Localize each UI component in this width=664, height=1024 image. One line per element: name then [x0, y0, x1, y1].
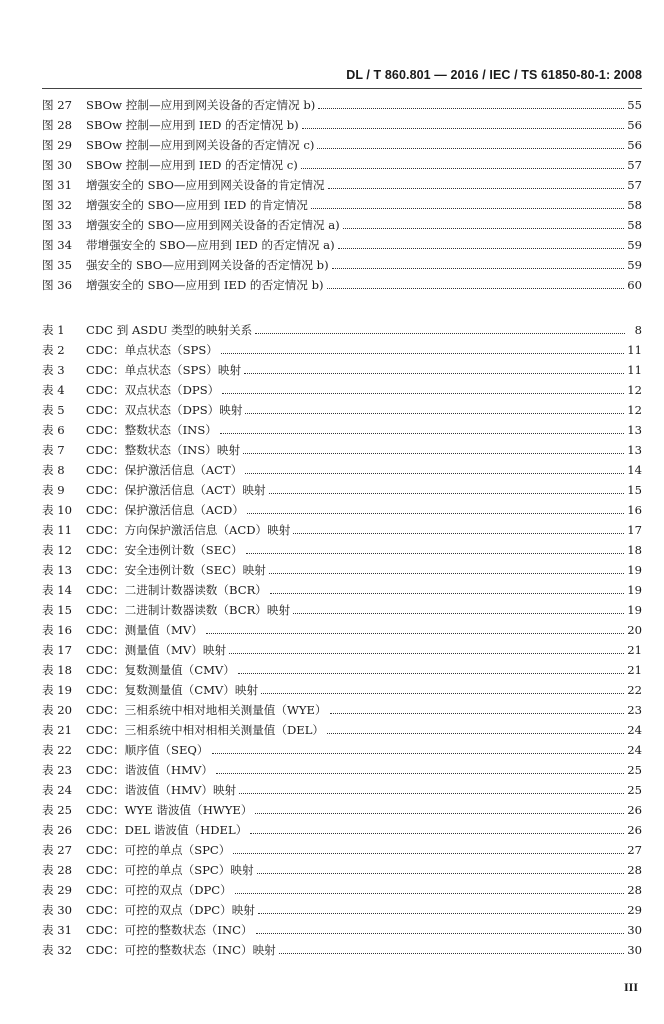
entry-title: CDC：可控的单点（SPC）映射 — [86, 863, 254, 877]
entry-title: SBOw 控制—应用到 IED 的否定情况 c) — [86, 158, 298, 172]
entry-label: 表 18 — [42, 663, 73, 677]
entry-title: CDC：可控的整数状态（INC） — [86, 923, 253, 937]
document-header: DL / T 860.801 — 2016 / IEC / TS 61850-80-1: 2008 — [346, 68, 642, 82]
entry-title: CDC：方向保护激活信息（ACD）映射 — [86, 523, 291, 537]
dot-leader — [255, 813, 624, 814]
entry-page-number: 27 — [627, 843, 642, 857]
entry-label: 表 24 — [42, 783, 73, 797]
entry-title: CDC：复数测量值（CMV） — [86, 663, 235, 677]
toc-entry[interactable] — [42, 460, 642, 480]
dot-leader — [279, 953, 624, 954]
toc-entry[interactable] — [42, 520, 642, 540]
entry-label: 表 3 — [42, 363, 65, 377]
entry-title: CDC：可控的单点（SPC） — [86, 843, 231, 857]
toc-entry[interactable] — [42, 700, 642, 720]
dot-leader — [328, 188, 625, 189]
toc-entry[interactable] — [42, 255, 642, 275]
toc-entry[interactable] — [42, 175, 642, 195]
entry-page-number: 57 — [627, 158, 642, 172]
entry-page-number: 26 — [627, 823, 642, 837]
toc-entry[interactable] — [42, 215, 642, 235]
entry-title: CDC：单点状态（SPS） — [86, 343, 218, 357]
entry-title: CDC：双点状态（DPS）映射 — [86, 403, 243, 417]
dot-leader — [246, 553, 625, 554]
entry-page-number: 20 — [627, 623, 642, 637]
entry-label: 表 9 — [42, 483, 65, 497]
toc-entry[interactable] — [42, 900, 642, 920]
dot-leader — [229, 653, 624, 654]
entry-title: SBOw 控制—应用到网关设备的否定情况 b) — [86, 98, 316, 112]
toc-entry[interactable] — [42, 940, 642, 960]
toc-entry[interactable] — [42, 380, 642, 400]
entry-page-number: 25 — [627, 783, 642, 797]
entry-page-number: 16 — [627, 503, 642, 517]
header-rule — [42, 88, 642, 89]
dot-leader — [239, 793, 624, 794]
entry-label: 表 11 — [42, 523, 73, 537]
dot-leader — [302, 128, 625, 129]
dot-leader — [301, 168, 625, 169]
toc-entry[interactable] — [42, 95, 642, 115]
entry-label: 表 2 — [42, 343, 65, 357]
entry-label: 表 26 — [42, 823, 73, 837]
entry-page-number: 60 — [627, 278, 642, 292]
toc-entry[interactable] — [42, 135, 642, 155]
entry-label: 图 28 — [42, 118, 73, 132]
entry-title: CDC：保护激活信息（ACT）映射 — [86, 483, 266, 497]
toc-entry[interactable] — [42, 800, 642, 820]
toc-entry[interactable] — [42, 880, 642, 900]
entry-title: CDC：WYE 谐波值（HWYE） — [86, 803, 253, 817]
dot-leader — [233, 853, 624, 854]
entry-page-number: 21 — [627, 663, 642, 677]
dot-leader — [327, 733, 624, 734]
entry-label: 表 16 — [42, 623, 73, 637]
dot-leader — [270, 593, 624, 594]
toc-entry[interactable] — [42, 195, 642, 215]
entry-label: 表 25 — [42, 803, 73, 817]
entry-page-number: 30 — [627, 923, 642, 937]
entry-title: CDC：安全违例计数（SEC）映射 — [86, 563, 266, 577]
entry-title: CDC：保护激活信息（ACD） — [86, 503, 244, 517]
entry-title: CDC：安全违例计数（SEC） — [86, 543, 243, 557]
entry-title: CDC：二进制计数器读数（BCR）映射 — [86, 603, 291, 617]
toc-entry[interactable] — [42, 740, 642, 760]
entry-page-number: 23 — [627, 703, 642, 717]
entry-label: 表 15 — [42, 603, 73, 617]
dot-leader — [261, 693, 624, 694]
dot-leader — [222, 393, 624, 394]
toc-entry[interactable] — [42, 155, 642, 175]
dot-leader — [244, 373, 624, 374]
entry-title: CDC：复数测量值（CMV）映射 — [86, 683, 259, 697]
entry-label: 图 29 — [42, 138, 73, 152]
entry-title: 带增强安全的 SBO—应用到 IED 的否定情况 a) — [86, 238, 335, 252]
entry-label: 图 30 — [42, 158, 73, 172]
toc-entry[interactable] — [42, 275, 642, 295]
entry-label: 图 32 — [42, 198, 73, 212]
entry-page-number: 11 — [627, 363, 642, 377]
entry-title: SBOw 控制—应用到 IED 的否定情况 b) — [86, 118, 299, 132]
entry-title: 增强安全的 SBO—应用到 IED 的肯定情况 — [86, 198, 308, 212]
page-number: III — [623, 980, 638, 994]
entry-title: CDC：谐波值（HMV）映射 — [86, 783, 237, 797]
dot-leader — [318, 108, 624, 109]
entry-title: CDC：测量值（MV） — [86, 623, 203, 637]
dot-leader — [338, 248, 625, 249]
entry-page-number: 56 — [627, 138, 642, 152]
toc-entry[interactable] — [42, 840, 642, 860]
entry-page-number: 55 — [627, 98, 642, 112]
toc-entry[interactable] — [42, 320, 642, 340]
entry-title: CDC：测量值（MV）映射 — [86, 643, 227, 657]
toc-entry[interactable] — [42, 640, 642, 660]
dot-leader — [238, 673, 624, 674]
dot-leader — [245, 413, 624, 414]
figure-list — [42, 95, 642, 295]
entry-page-number: 12 — [627, 383, 642, 397]
entry-page-number: 58 — [627, 218, 642, 232]
dot-leader — [221, 353, 624, 354]
entry-page-number: 21 — [627, 643, 642, 657]
entry-page-number: 18 — [627, 543, 642, 557]
toc-entry[interactable] — [42, 480, 642, 500]
entry-page-number: 59 — [627, 258, 642, 272]
entry-title: CDC：双点状态（DPS） — [86, 383, 220, 397]
dot-leader — [216, 773, 624, 774]
entry-label: 表 32 — [42, 943, 73, 957]
entry-label: 表 10 — [42, 503, 73, 517]
dot-leader — [212, 753, 625, 754]
toc-entry[interactable] — [42, 760, 642, 780]
entry-page-number: 19 — [627, 563, 642, 577]
toc-entry[interactable] — [42, 560, 642, 580]
entry-title: CDC：三相系统中相对地相关测量值（WYE） — [86, 703, 327, 717]
entry-label: 表 7 — [42, 443, 65, 457]
entry-page-number: 30 — [627, 943, 642, 957]
entry-label: 表 12 — [42, 543, 73, 557]
entry-page-number: 24 — [627, 723, 642, 737]
entry-label: 表 29 — [42, 883, 73, 897]
entry-page-number: 12 — [627, 403, 642, 417]
toc-entry[interactable] — [42, 600, 642, 620]
entry-page-number: 17 — [627, 523, 642, 537]
entry-label: 图 33 — [42, 218, 73, 232]
toc-entry[interactable] — [42, 115, 642, 135]
dot-leader — [206, 633, 624, 634]
toc-entry[interactable] — [42, 620, 642, 640]
entry-label: 表 31 — [42, 923, 73, 937]
entry-page-number: 11 — [627, 343, 642, 357]
entry-title: CDC：二进制计数器读数（BCR） — [86, 583, 267, 597]
entry-title: 强安全的 SBO—应用到网关设备的否定情况 b) — [86, 258, 329, 272]
entry-label: 表 4 — [42, 383, 65, 397]
entry-title: CDC：保护激活信息（ACT） — [86, 463, 243, 477]
dot-leader — [269, 493, 625, 494]
dot-leader — [258, 913, 624, 914]
toc-entry[interactable] — [42, 440, 642, 460]
entry-label: 图 36 — [42, 278, 73, 292]
entry-title: CDC：顺序值（SEQ） — [86, 743, 209, 757]
entry-label: 表 8 — [42, 463, 65, 477]
entry-title: CDC：单点状态（SPS）映射 — [86, 363, 242, 377]
entry-title: CDC：可控的整数状态（INC）映射 — [86, 943, 276, 957]
dot-leader — [247, 513, 624, 514]
entry-page-number: 25 — [627, 763, 642, 777]
entry-label: 表 22 — [42, 743, 73, 757]
entry-page-number: 15 — [627, 483, 642, 497]
dot-leader — [332, 268, 625, 269]
dot-leader — [256, 933, 625, 934]
toc-entry[interactable] — [42, 235, 642, 255]
toc-entry[interactable] — [42, 500, 642, 520]
entry-label: 表 30 — [42, 903, 73, 917]
entry-title: CDC：DEL 谐波值（HDEL） — [86, 823, 248, 837]
toc-entry[interactable] — [42, 580, 642, 600]
entry-title: CDC 到 ASDU 类型的映射关系 — [86, 323, 253, 337]
dot-leader — [269, 573, 624, 574]
entry-label: 图 27 — [42, 98, 73, 112]
entry-page-number: 28 — [627, 863, 642, 877]
entry-label: 图 31 — [42, 178, 73, 192]
entry-label: 表 21 — [42, 723, 73, 737]
entry-label: 表 6 — [42, 423, 65, 437]
dot-leader — [220, 433, 624, 434]
dot-leader — [255, 333, 625, 334]
entry-title: CDC：可控的双点（DPC）映射 — [86, 903, 255, 917]
entry-label: 表 28 — [42, 863, 73, 877]
entry-label: 图 35 — [42, 258, 73, 272]
toc-entry[interactable] — [42, 780, 642, 800]
dot-leader — [330, 713, 625, 714]
toc-entry[interactable] — [42, 400, 642, 420]
toc-entry[interactable] — [42, 360, 642, 380]
dot-leader — [257, 873, 625, 874]
entry-title: SBOw 控制—应用到网关设备的否定情况 c) — [86, 138, 315, 152]
dot-leader — [317, 148, 624, 149]
dot-leader — [327, 288, 625, 289]
dot-leader — [243, 453, 624, 454]
toc-entry[interactable] — [42, 540, 642, 560]
entry-page-number: 28 — [627, 883, 642, 897]
entry-page-number: 57 — [627, 178, 642, 192]
entry-label: 表 17 — [42, 643, 73, 657]
entry-page-number: 8 — [634, 323, 642, 337]
entry-page-number: 26 — [627, 803, 642, 817]
dot-leader — [293, 613, 624, 614]
entry-label: 表 20 — [42, 703, 73, 717]
entry-title: 增强安全的 SBO—应用到 IED 的否定情况 b) — [86, 278, 324, 292]
entry-title: CDC：整数状态（INS）映射 — [86, 443, 241, 457]
dot-leader — [235, 893, 624, 894]
entry-title: 增强安全的 SBO—应用到网关设备的肯定情况 — [86, 178, 325, 192]
dot-leader — [343, 228, 625, 229]
entry-label: 图 34 — [42, 238, 73, 252]
entry-page-number: 13 — [627, 443, 642, 457]
dot-leader — [250, 833, 624, 834]
dot-leader — [311, 208, 624, 209]
table-list — [42, 320, 642, 960]
entry-page-number: 14 — [627, 463, 642, 477]
entry-label: 表 13 — [42, 563, 73, 577]
entry-page-number: 19 — [627, 603, 642, 617]
entry-label: 表 27 — [42, 843, 73, 857]
entry-title: CDC：可控的双点（DPC） — [86, 883, 232, 897]
toc-entry[interactable] — [42, 420, 642, 440]
entry-label: 表 1 — [42, 323, 65, 337]
toc-entry[interactable] — [42, 680, 642, 700]
entry-label: 表 5 — [42, 403, 65, 417]
dot-leader — [245, 473, 624, 474]
entry-title: CDC：三相系统中相对相相关测量值（DEL） — [86, 723, 324, 737]
entry-page-number: 29 — [627, 903, 642, 917]
dot-leader — [293, 533, 624, 534]
toc-entry[interactable] — [42, 720, 642, 740]
entry-label: 表 14 — [42, 583, 73, 597]
toc-entry[interactable] — [42, 340, 642, 360]
entry-page-number: 58 — [627, 198, 642, 212]
entry-page-number: 19 — [627, 583, 642, 597]
entry-page-number: 56 — [627, 118, 642, 132]
toc-entry[interactable] — [42, 920, 642, 940]
toc-entry[interactable] — [42, 820, 642, 840]
entry-page-number: 13 — [627, 423, 642, 437]
entry-title: CDC：整数状态（INS） — [86, 423, 217, 437]
entry-title: 增强安全的 SBO—应用到网关设备的否定情况 a) — [86, 218, 340, 232]
entry-page-number: 22 — [627, 683, 642, 697]
entry-title: CDC：谐波值（HMV） — [86, 763, 213, 777]
entry-page-number: 59 — [627, 238, 642, 252]
entry-label: 表 23 — [42, 763, 73, 777]
entry-page-number: 24 — [627, 743, 642, 757]
toc-entry[interactable] — [42, 860, 642, 880]
toc-entry[interactable] — [42, 660, 642, 680]
entry-label: 表 19 — [42, 683, 73, 697]
